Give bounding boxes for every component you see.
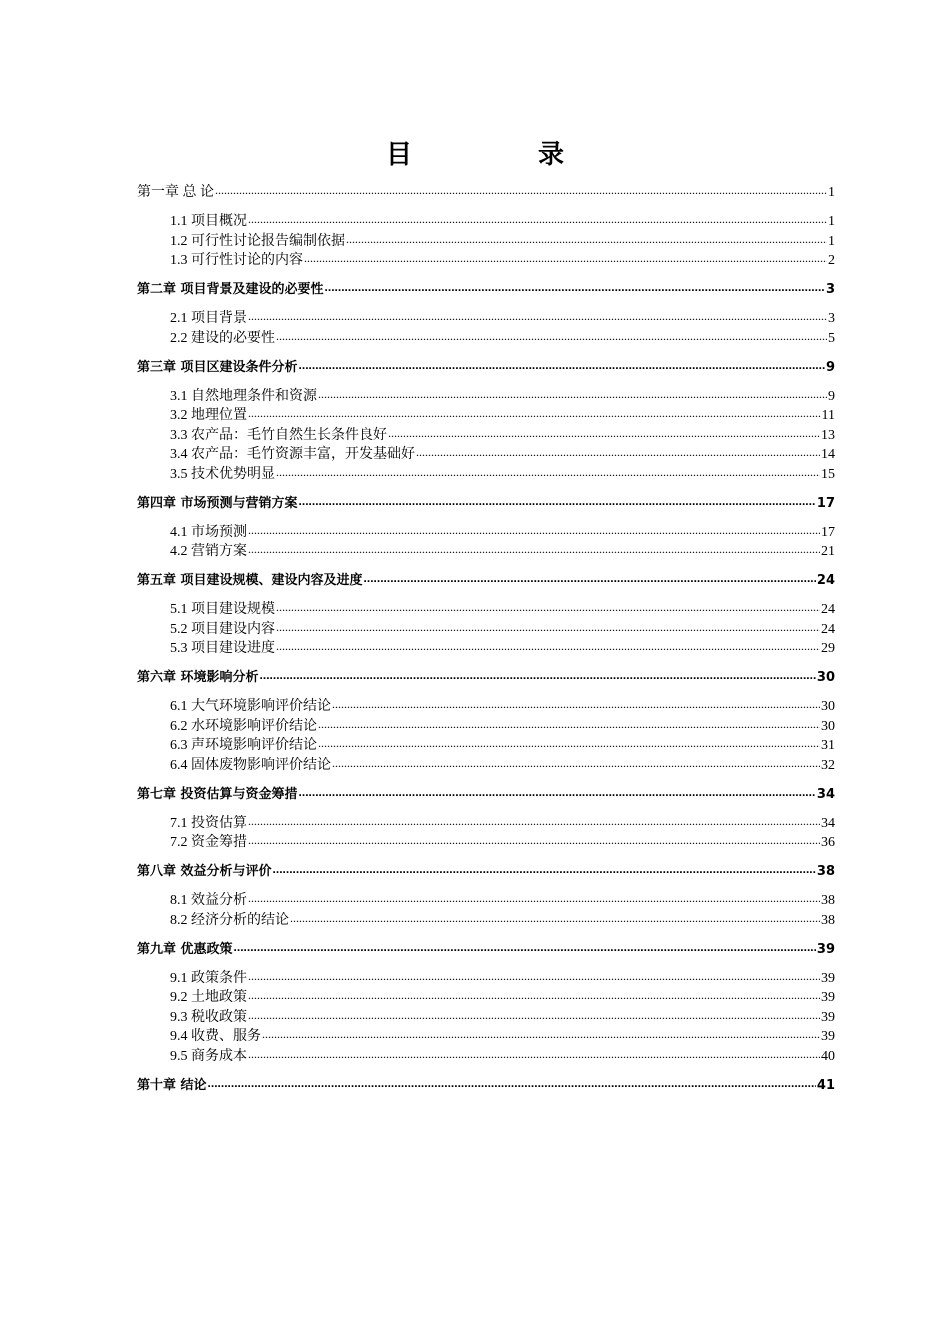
toc-page-number: 5 — [828, 330, 835, 346]
dot-leader — [318, 734, 820, 754]
dot-leader — [416, 443, 820, 463]
dot-leader — [260, 666, 816, 686]
dot-leader — [325, 278, 825, 298]
toc-page-number: 13 — [821, 427, 835, 443]
dot-leader — [248, 307, 827, 327]
toc-entry-title: 4.2 营销方案 — [170, 544, 247, 559]
toc-entry-title: 2.1 项目背景 — [170, 311, 247, 326]
toc-chapter-entry[interactable] — [137, 940, 835, 960]
toc-entry-title: 第四章 市场预测与营销方案 — [137, 495, 298, 511]
toc-page-number: 38 — [821, 912, 835, 928]
toc-entry-title: 第三章 项目区建设条件分析 — [137, 359, 298, 375]
toc-page-number: 9 — [828, 388, 835, 404]
toc-entry-title: 8.1 效益分析 — [170, 893, 247, 908]
toc-entry-title: 第九章 优惠政策 — [137, 941, 233, 957]
toc-section-entry[interactable] — [137, 465, 835, 485]
toc-entry-title: 9.2 土地政策 — [170, 990, 247, 1005]
toc-page-number: 24 — [816, 573, 835, 588]
dot-leader — [346, 230, 827, 250]
toc-entry-title: 3.4 农产品：毛竹资源丰富，开发基础好 — [170, 447, 415, 462]
dot-leader — [299, 783, 816, 803]
toc-page-number: 14 — [821, 447, 835, 462]
toc-chapter-entry[interactable] — [137, 785, 835, 805]
dot-leader — [248, 831, 820, 851]
toc-chapter-entry[interactable] — [137, 1076, 835, 1096]
dot-leader — [248, 812, 820, 832]
toc-page-number: 30 — [821, 699, 835, 714]
toc-entry-title: 3.1 自然地理条件和资源 — [170, 388, 317, 404]
dot-leader — [262, 1025, 820, 1045]
dot-leader — [248, 404, 821, 424]
toc-section-entry[interactable] — [137, 833, 835, 853]
toc-page-number: 29 — [821, 641, 835, 656]
toc-page-number: 3 — [825, 282, 835, 297]
toc-entry-title: 8.2 经济分析的结论 — [170, 912, 289, 928]
toc-page-number: 17 — [816, 495, 835, 511]
toc-entry-title: 3.5 技术优势明显 — [170, 466, 275, 482]
dot-leader — [248, 889, 820, 909]
toc-entry-title: 9.5 商务成本 — [170, 1048, 247, 1064]
toc-entry-title: 7.2 资金筹措 — [170, 835, 247, 850]
toc-entry-title: 1.1 项目概况 — [170, 214, 247, 229]
toc-entry-title: 9.4 收费、服务 — [170, 1029, 261, 1044]
toc-page-number: 39 — [821, 970, 835, 986]
toc-entry-title: 1.2 可行性讨论报告编制依据 — [170, 233, 345, 249]
toc-page-number: 3 — [828, 311, 835, 326]
dot-leader — [208, 1074, 816, 1094]
dot-leader — [276, 618, 820, 638]
dot-leader — [276, 327, 827, 347]
dot-leader — [273, 860, 816, 880]
toc-entry-title: 4.1 市场预测 — [170, 524, 247, 540]
toc-page-number: 39 — [816, 941, 835, 957]
toc-section-entry[interactable] — [137, 639, 835, 659]
dot-leader — [248, 210, 827, 230]
toc-entry-title: 5.2 项目建设内容 — [170, 621, 275, 637]
toc-chapter-entry[interactable] — [137, 183, 835, 203]
toc-entry-title: 第七章 投资估算与资金筹措 — [137, 786, 298, 802]
toc-chapter-entry[interactable] — [137, 280, 835, 300]
toc-page-number: 40 — [821, 1048, 835, 1064]
dot-leader — [248, 986, 820, 1006]
toc-chapter-entry[interactable] — [137, 571, 835, 591]
toc-entry-title: 第八章 效益分析与评价 — [137, 864, 272, 879]
toc-section-entry[interactable] — [137, 329, 835, 349]
toc-page-number: 39 — [821, 1029, 835, 1044]
toc-page-number: 15 — [821, 466, 835, 482]
dot-leader — [248, 521, 820, 541]
toc-page-number: 34 — [816, 786, 835, 802]
toc-entry-title: 第一章 总 论 — [137, 185, 214, 200]
toc-section-entry[interactable] — [137, 756, 835, 776]
dot-leader — [248, 967, 820, 987]
dot-leader — [318, 715, 820, 735]
dot-leader — [215, 181, 827, 201]
toc-entry-title: 第二章 项目背景及建设的必要性 — [137, 282, 324, 297]
toc-page-number: 31 — [821, 738, 835, 753]
dot-leader — [248, 540, 820, 560]
toc-page-number: 1 — [828, 233, 835, 249]
toc-entry-title: 3.2 地理位置 — [170, 408, 247, 423]
dot-leader — [276, 637, 820, 657]
toc-entry-title: 7.1 投资估算 — [170, 815, 247, 831]
toc-entry-title: 5.3 项目建设进度 — [170, 641, 275, 656]
dot-leader — [364, 569, 816, 589]
toc-section-entry[interactable] — [137, 251, 835, 271]
dot-leader — [332, 695, 820, 715]
dot-leader — [248, 1006, 820, 1026]
toc-page-number: 1 — [828, 185, 835, 200]
dot-leader — [276, 463, 820, 483]
toc-page-number: 38 — [816, 864, 835, 879]
toc-entry-title: 第六章 环境影响分析 — [137, 670, 259, 685]
toc-entry-title: 3.3 农产品：毛竹自然生长条件良好 — [170, 427, 387, 443]
toc-entry-title: 9.3 税收政策 — [170, 1009, 247, 1025]
toc-entry-title: 6.4 固体废物影响评价结论 — [170, 757, 331, 773]
page-title: 目 录 — [385, 140, 614, 170]
toc-page-number: 9 — [825, 359, 835, 375]
toc-entry-title: 第十章 结论 — [137, 1077, 207, 1093]
toc-page-number: 39 — [821, 990, 835, 1005]
toc-page-number: 36 — [821, 835, 835, 850]
toc-page-number: 30 — [816, 670, 835, 685]
toc-page-number: 30 — [821, 718, 835, 734]
dot-leader — [276, 598, 820, 618]
toc-entry-title: 5.1 项目建设规模 — [170, 602, 275, 617]
toc-page-number: 24 — [821, 602, 835, 617]
toc-page-number: 17 — [821, 524, 835, 540]
toc-page-number: 38 — [821, 893, 835, 908]
dot-leader — [290, 909, 820, 929]
toc-page-number: 34 — [821, 815, 835, 831]
toc-entry-title: 6.3 声环境影响评价结论 — [170, 738, 317, 753]
toc-entry-title: 1.3 可行性讨论的内容 — [170, 253, 303, 268]
dot-leader — [332, 754, 820, 774]
dot-leader — [248, 1045, 820, 1065]
toc-entry-title: 6.2 水环境影响评价结论 — [170, 718, 317, 734]
toc-page-number: 24 — [821, 621, 835, 637]
dot-leader — [318, 385, 827, 405]
toc-chapter-entry[interactable] — [137, 862, 835, 882]
toc-chapter-entry[interactable] — [137, 494, 835, 514]
toc-page-number: 1 — [828, 214, 835, 229]
toc-entry-title: 2.2 建设的必要性 — [170, 330, 275, 346]
toc-page-number: 39 — [821, 1009, 835, 1025]
toc-page-number: 2 — [828, 253, 835, 268]
toc-page-number: 11 — [821, 408, 835, 423]
table-of-contents — [137, 183, 835, 1095]
toc-section-entry[interactable] — [137, 542, 835, 562]
toc-section-entry[interactable] — [137, 1047, 835, 1067]
dot-leader — [299, 356, 825, 376]
dot-leader — [299, 492, 816, 512]
dot-leader — [388, 424, 820, 444]
toc-page-number: 21 — [821, 544, 835, 559]
dot-leader — [234, 938, 816, 958]
toc-section-entry[interactable] — [137, 911, 835, 931]
dot-leader — [304, 249, 827, 269]
toc-page-number: 41 — [816, 1077, 835, 1093]
toc-entry-title: 6.1 大气环境影响评价结论 — [170, 699, 331, 714]
toc-chapter-entry[interactable] — [137, 668, 835, 688]
toc-chapter-entry[interactable] — [137, 358, 835, 378]
toc-page-number: 32 — [821, 757, 835, 773]
toc-entry-title: 第五章 项目建设规模、建设内容及进度 — [137, 573, 363, 588]
toc-entry-title: 9.1 政策条件 — [170, 970, 247, 986]
